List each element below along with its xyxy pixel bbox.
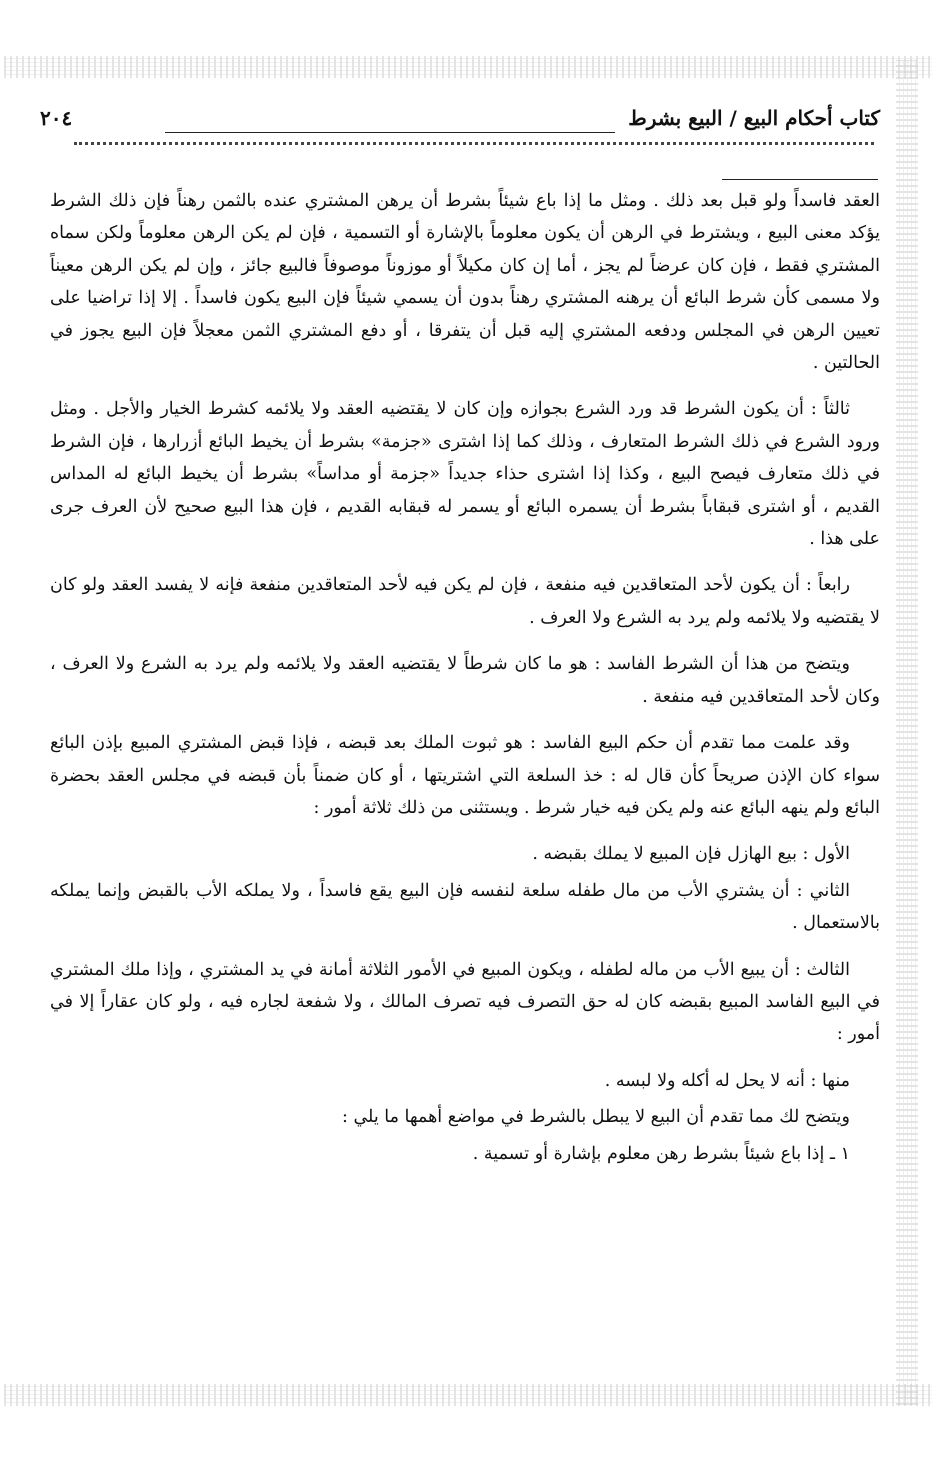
page-header — [30, 100, 880, 140]
header-rule — [165, 132, 615, 133]
list-item-third: الثالث : أن يبيع الأب من ماله لطفله ، ويكون المبيع في الأمور الثلاثة أمانة في يد المشتري ، وإذا ملك المشتري في البيع الفاسد المبيع بقبضه كان له حق التصرف فيه تصرف المالك ، ولا شفعة لجاره فيه ، ولو كان عقاراً إلا في أمور : — [50, 959, 880, 1045]
list-item-second: الثاني : أن يشتري الأب من مال طفله سلعة لنفسه فإن البيع يقع فاسداً ، ولا يملكه الأب بالقبض وإنما يملكه بالاستعمال . — [50, 880, 880, 934]
paragraph-ruling: وقد علمت مما تقدم أن حكم البيع الفاسد : هو ثبوت الملك بعد قبضه ، فإذا قبض المشتري المبيع بإذن البائع سواء كان الإذن صريحاً كأن قال له : خذ السلعة التي اشتريتها ، أو كان ضمناً بأن قبضه في مجلس العقد بحضرة البائع ولم ينهه البائع عنه ولم يكن فيه خيار شرط . ويستثنى من ذلك ثلاثة أمور : — [50, 733, 880, 818]
decorative-border-right — [896, 60, 918, 1405]
paragraph-continuation: العقد فاسداً ولو قبل بعد ذلك . ومثل ما إذا باع شيئاً بشرط أن يرهن المشتري عنده بالثمن رهناً فإن ذلك الشرط يؤكد معنى البيع ، ويشترط في الرهن أن يكون معلوماً بالإشارة أو التسمية ، فإن لم يكن الرهن معلوماً ولكن سماه المشتري فقط ، فإن كان عرضاً لم يجز ، أما إن كان مكيلاً أو موزوناً موصوفاً فالبيع جائز ، وإن لم يكن الرهن معيناً ولا مسمى كأن شرط البائع أن يرهنه المشتري رهناً بدون أن يسمي شيئاً فإن البيع يكون فاسداً . إلا إذا تراضيا على تعيين الرهن في المجلس ودفعه المشتري إليه قبل أن يتفرقا ، أو دفع المشتري الثمن معجلاً فإن البيع يجوز في الحالتين . — [50, 191, 880, 374]
dotted-divider — [74, 142, 874, 145]
decorative-border-top — [4, 56, 932, 78]
paragraph-definition: ويتضح من هذا أن الشرط الفاسد : هو ما كان شرطاً لا يقتضيه العقد ولا يلائمه ولم يرد به الشرع ولا العرف ، وكان لأحد المتعاقدين فيه منفعة . — [50, 654, 880, 707]
header-title: كتاب أحكام البيع / البيع بشرط — [628, 106, 880, 130]
paragraph-fourth-condition: رابعاً : أن يكون لأحد المتعاقدين فيه منفعة ، فإن لم يكن فيه لأحد المتعاقدين منفعة فإنه لا يفسد العقد ولو كان لا يقتضيه ولا يلائمه ولم يرد به الشرع ولا العرف . — [50, 575, 880, 628]
paragraph-third-condition: ثالثاً : أن يكون الشرط قد ورد الشرع بجوازه وإن كان لا يقتضيه العقد ولا يلائمه كشرط الخيار والأجل . ومثل ورود الشرع في ذلك الشرط المتعارف ، وذلك كما إذا اشترى «جزمة» بشرط أن يخيط البائع أزرارها ، فإن الشرط في ذلك متعارف فيصح البيع ، وكذا إذا اشترى حذاء جديداً «جزمة أو مداساً» بشرط أن يخيط البائع له المداس القديم ، أو اشترى قبقاباً بشرط أن يسمره البائع أو يسمر له قبقابه القديم ، فإن هذا البيع صحيح لأن العرف جرى على هذا . — [50, 399, 880, 550]
page-body — [50, 185, 880, 1174]
paragraph-example: منها : أنه لا يحل له أكله ولا لبسه . — [604, 1070, 850, 1091]
page-number: ٢٠٤ — [40, 106, 73, 130]
numbered-item-1: ١ ـ إذا باع شيئاً بشرط رهن معلوم بإشارة أو تسمية . — [472, 1143, 850, 1164]
paragraph-summary: ويتضح لك مما تقدم أن البيع لا يبطل بالشرط في مواضع أهمها ما يلي : — [342, 1107, 850, 1128]
continuation-rule — [722, 179, 878, 180]
decorative-border-bottom — [4, 1384, 932, 1406]
list-item-first: الأول : بيع الهازل فإن المبيع لا يملك بقبضه . — [532, 844, 850, 865]
